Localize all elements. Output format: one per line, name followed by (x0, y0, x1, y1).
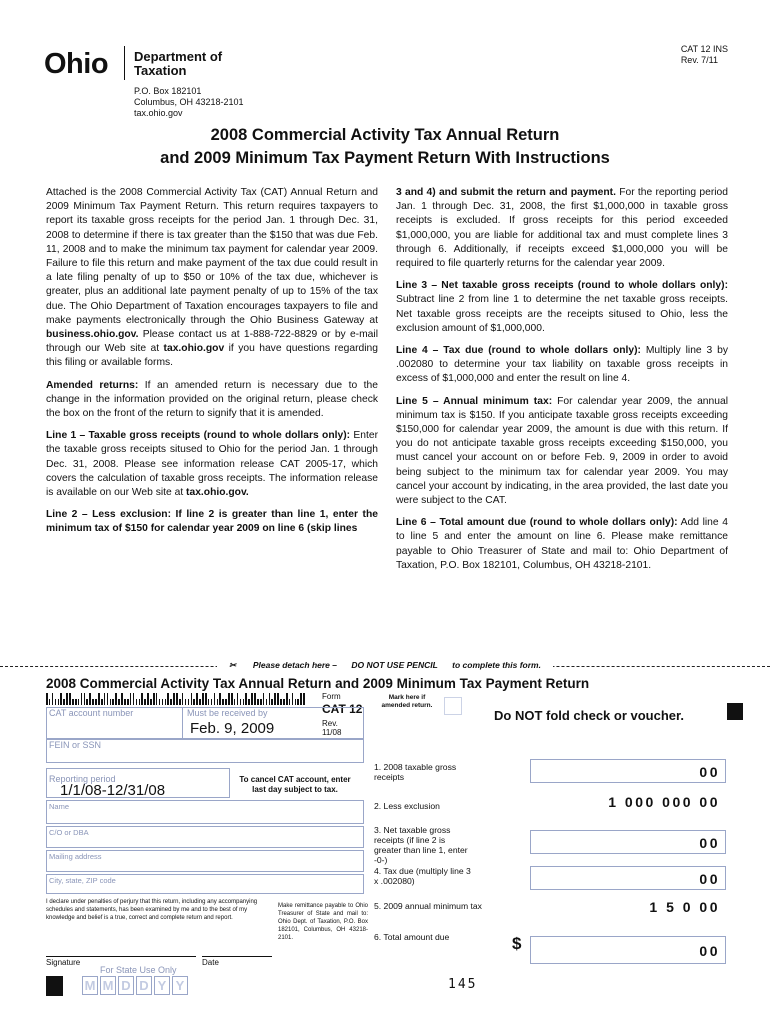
state-date-boxes (82, 976, 188, 995)
cat-account-label: CAT account number (49, 708, 134, 718)
mmddyy-box: Y (154, 976, 170, 995)
line1-text: Enter the taxable gross receipts sitused to Ohio for the period Jan. 1 through Dec. 31, 2008. Please see information release CAT 2005-17, which covers the calculation of taxable gross receipts. The information release is available on our Web site at (46, 430, 378, 499)
period-value: 1/1/08-12/31/08 (60, 782, 166, 799)
no-fold-text: Do NOT fold check or voucher. (494, 708, 684, 723)
line4-heading: Line 4 – Tax due (round to whole dollars only): (396, 345, 641, 357)
instructions-right-column (396, 186, 728, 581)
signature-line (46, 956, 196, 957)
line-3-amount: 00 (699, 835, 720, 851)
department-address (134, 86, 244, 119)
fein-label: FEIN or SSN (49, 740, 102, 750)
detach-notice (0, 660, 770, 671)
registration-mark (727, 703, 743, 720)
date-label: Date (202, 958, 219, 967)
line4-paragraph (396, 344, 728, 387)
line2-heading: Line 2 – Less exclusion: If line 2 is greater than line 1, enter the minimum tax of $150 for calendar year 2009 on line 6 (skip lines (46, 509, 378, 535)
line-5-label: 5. 2009 annual minimum tax (374, 901, 482, 911)
mmddyy-box: Y (172, 976, 188, 995)
state-use-label: For State Use Only (100, 965, 177, 975)
business-gateway-link[interactable]: business.ohio.gov. (46, 329, 139, 341)
intro-text: Attached is the 2008 Commercial Activity Tax (CAT) Annual Return and 2009 Minimum Tax Payment Return. This return requires taxpayers to report its taxable gross receipts for the period Jan. 1 through Dec. 31, 2008 to determine if there is tax greater than the $150 that was due Feb. 11, 2008 and to make the minimum tax payment for calendar year 2009. Failure to file this return and make payment of the tax due could result in a late filing penalty of up to $50 or 10% of the tax due, whichever is greater, plus an additional late payment penalty of up to 15% of the tax due. The Ohio Department of Taxation encourages taxpayers to file and make payments electronically through the Ohio Business Gateway at (46, 187, 378, 326)
must-receive-label: Must be received by (187, 708, 268, 718)
date-line (202, 956, 272, 957)
amended-label: Mark here if amended return. (381, 694, 433, 709)
period-label: Reporting period (49, 774, 116, 784)
intro-text-mid: Please contact us at 1-888-722-8829 or by e-mail through our Web site at (46, 329, 378, 355)
line1-paragraph (46, 429, 378, 500)
intro-paragraph (46, 186, 378, 371)
rev-date: 11/08 (322, 728, 342, 737)
line3-paragraph (396, 279, 728, 336)
mailing-label: Mailing address (49, 852, 102, 861)
name-label: Name (49, 802, 70, 811)
addr-website: tax.ohio.gov (134, 108, 183, 118)
dollar-sign: $ (512, 934, 522, 953)
detach-text: Please detach here – (247, 660, 345, 670)
city-label: City, state, ZIP code (49, 876, 116, 885)
line-4-amount: 00 (699, 871, 720, 887)
signature-label: Signature (46, 958, 81, 967)
line-1-label: 1. 2008 taxable gross receipts (374, 762, 457, 782)
dept-line-2: Taxation (134, 63, 187, 78)
form-code: CAT 12 INS (680, 44, 728, 54)
addr-line-1: P.O. Box 182101 (134, 86, 202, 96)
tax-site-link[interactable]: tax.ohio.gov (163, 343, 225, 355)
remittance-note: Make remittance payable to Ohio Treasurer of State and mail to: Ohio Dept. of Taxation, P.O. Box 182101, Columbus, OH 43218-2101. (278, 903, 368, 941)
line-6-amount: 00 (699, 943, 720, 959)
line2-continued-heading: 3 and 4) and submit the return and payment. (396, 187, 616, 198)
ohio-logo: Ohio (44, 48, 109, 80)
no-fold-notice (494, 708, 684, 723)
form-identifier (681, 44, 728, 66)
tax-site-link-2[interactable]: tax.ohio.gov. (186, 487, 249, 499)
barcode (46, 693, 316, 705)
due-date: Feb. 9, 2009 (190, 720, 275, 737)
perjury-declaration: I declare under penalties of perjury that this return, including any accompanying schedules and statements, has been examined by me and to the best of my knowledge and belief is a true, correct and complete return and report. (46, 899, 258, 921)
line5-text: For calendar year 2009, the annual minimum tax is $150. If you anticipate taxable gross receipts exceeding $150,000 for calendar year 2009, the amount is due with this return. If you do not anticipate taxable gross receipts exceeding $150,000, you must cancel your account on or before Feb. 9, 2009 in order to avoid being subject to the minimum tax for calendar year 2009. You may cancel your account by indicating, in the area provided, the last date you were subject to the CAT. (396, 395, 728, 507)
page-title (0, 124, 770, 170)
line1-heading: Line 1 – Taxable gross receipts (round to whole dollars only): (46, 430, 351, 442)
title-line-2: and 2009 Minimum Tax Payment Return With Instructions (160, 149, 610, 167)
line6-text: Add line 4 to line 5 and enter the amount on line 6. Please make remittance payable to Ohio Treasurer of State and mail to: Ohio Department of Taxation, P.O. Box 182101, Columbus, OH 43218-2101. (396, 517, 728, 571)
detach-text-end: to complete this form. (444, 660, 547, 670)
line6-paragraph (396, 516, 728, 573)
form-title: 2008 Commercial Activity Tax Annual Return and 2009 Minimum Tax Payment Return (46, 676, 590, 691)
line3-text: Subtract line 2 from line 1 to determine the net taxable gross receipts. Net taxable gross receipts are the receipts sitused to Ohio, less the exclusion amount of $1,000,000. (396, 294, 728, 334)
intro-text-end: if you have questions regarding this filing or available forms. (46, 343, 378, 369)
addr-line-2: Columbus, OH 43218-2101 (134, 97, 244, 107)
form-revision: Rev. 7/11 (680, 55, 718, 65)
amended-checkbox[interactable] (444, 697, 462, 715)
cancel-note: To cancel CAT account, enter last day subject to tax. (239, 775, 351, 794)
line-1-amount: 00 (699, 764, 720, 780)
line-2-amount: 1 000 000 00 (608, 794, 720, 810)
scissors-icon: ✂ (223, 660, 242, 670)
line4-text: Multiply line 3 by .002080 to determine your tax liability on taxable gross receipts in excess of $1,000,000 and enter the result on line 4. (396, 345, 728, 385)
page-number: 145 (448, 977, 478, 992)
line-5-amount: 1 5 0 00 (649, 899, 720, 915)
line-3-label: 3. Net taxable gross receipts (if line 2 is greater than line 1, enter -0-) (374, 825, 468, 865)
mmddyy-box: D (136, 976, 152, 995)
line-2-label: 2. Less exclusion (374, 801, 440, 811)
amended-paragraph (46, 379, 378, 422)
line6-heading: Line 6 – Total amount due (round to whole dollars only): (396, 517, 678, 529)
line5-paragraph (396, 395, 728, 509)
title-line-1: 2008 Commercial Activity Tax Annual Return (210, 126, 560, 144)
cdba-label: C/O or DBA (49, 828, 89, 837)
instructions-left-column (46, 186, 378, 545)
name-field[interactable] (46, 800, 364, 824)
line2-continued (396, 186, 728, 271)
amended-text: If an amended return is necessary due to the change in the information provided on the original return, please check the box on the front of the return to signify that it is amended. (46, 379, 378, 420)
form-label: Form (322, 692, 341, 701)
dept-line-1: Department of (134, 49, 223, 64)
registration-mark-bottom (46, 976, 63, 996)
account-divider (182, 707, 183, 739)
line-4-label: 4. Tax due (multiply line 3 x .002080) (374, 866, 471, 886)
line2-continued-text: For the reporting period Jan. 1 through Dec. 31, 2008, the first $1,000,000 in taxable gross receipts is excluded. If gross receipts for this period exceeded $1,000,000, you are liable for additional tax and must complete lines 3 through 6. Additionally, if receipts exceed $1,000,000 you will be required to file quarterly returns for the calendar year 2009. (396, 187, 728, 270)
detach-warning: DO NOT USE PENCIL (345, 660, 443, 670)
amended-heading: Amended returns: (46, 379, 139, 391)
cdba-field[interactable] (46, 826, 364, 848)
mmddyy-box: M (100, 976, 116, 995)
department-name (134, 50, 222, 78)
line-6-label: 6. Total amount due (374, 932, 450, 942)
mmddyy-box: M (82, 976, 98, 995)
line3-heading: Line 3 – Net taxable gross receipts (round to whole dollars only): (396, 280, 728, 292)
line2-paragraph (46, 508, 378, 536)
rev-label: Rev. (322, 719, 338, 728)
logo-divider (124, 46, 125, 80)
line5-heading: Line 5 – Annual minimum tax: (396, 395, 553, 407)
mmddyy-box: D (118, 976, 134, 995)
form-code-label: CAT 12 (322, 702, 363, 716)
